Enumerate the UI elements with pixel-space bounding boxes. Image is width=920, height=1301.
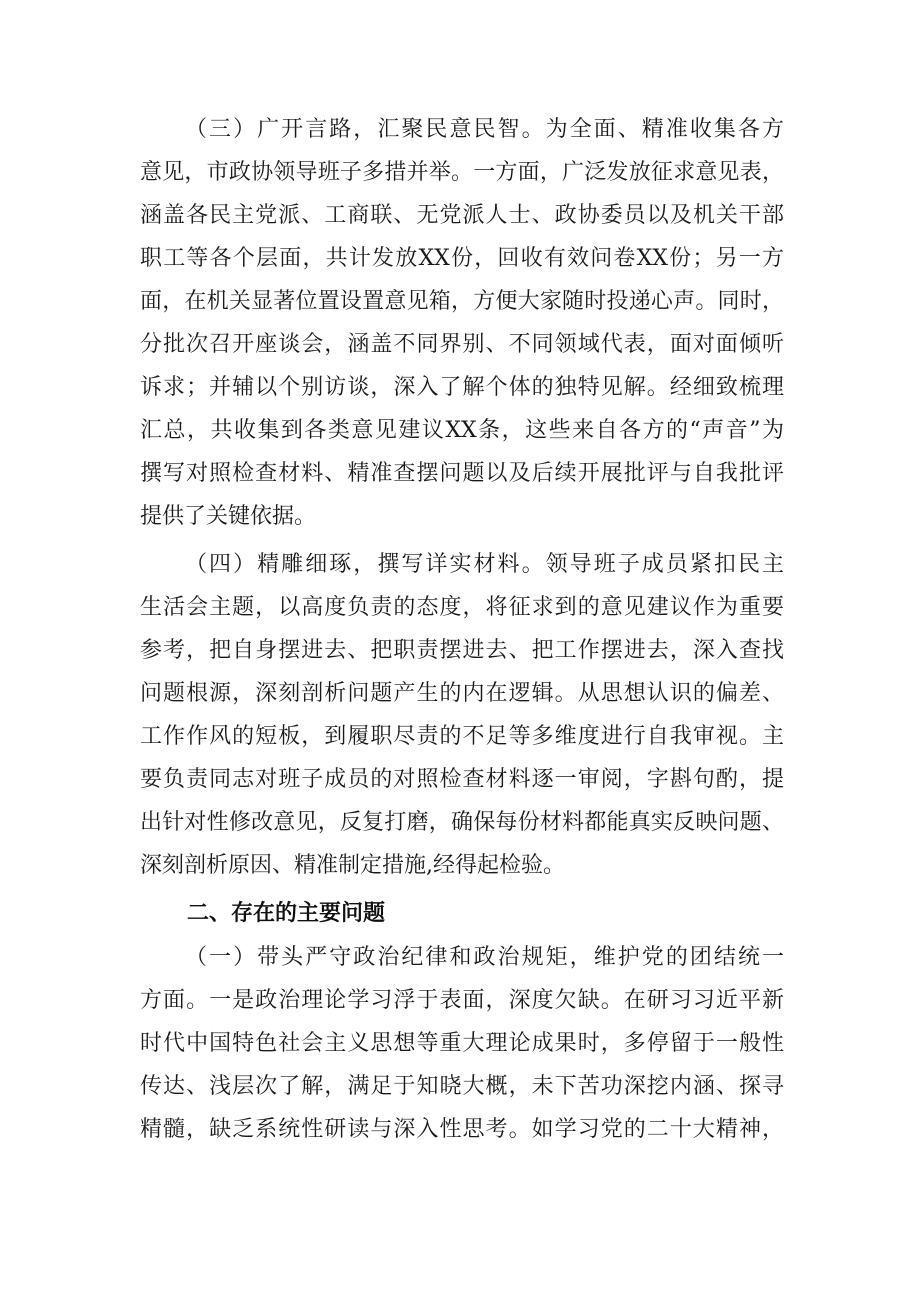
section-heading: 二、存在的主要问题 bbox=[187, 901, 386, 926]
paragraph-line: 提供了关键依据。 bbox=[140, 504, 317, 529]
paragraph-line: 撰写对照检查材料、精准查摆问题以及后续开展批评与自我批评 bbox=[140, 461, 784, 486]
paragraph-line: 出针对性修改意见，反复打磨，确保每份材料都能真实反映问题、 bbox=[140, 810, 784, 835]
paragraph-line: 面，在机关显著位置设置意见箱，方便大家随时投递心声。同时， bbox=[140, 289, 784, 314]
paragraph-line: 诉求；并辅以个别访谈，深入了解个体的独特见解。经细致梳理 bbox=[140, 375, 784, 400]
paragraph-line: 深刻剖析原因、精准制定措施,经得起检验。 bbox=[140, 853, 565, 878]
paragraph-line: 问题根源，深刻剖析问题产生的内在逻辑。从思想认识的偏差、 bbox=[140, 681, 784, 706]
paragraph-line: （四）精雕细琢，撰写详实材料。领导班子成员紧扣民主 bbox=[185, 552, 784, 577]
paragraph-line: 参考，把自身摆进去、把职责摆进去、把工作摆进去，深入查找 bbox=[140, 638, 784, 663]
paragraph-line: 要负责同志对班子成员的对照检查材料逐一审阅，字斟句酌，提 bbox=[140, 767, 784, 792]
paragraph-line: 工作作风的短板，到履职尽责的不足等多维度进行自我审视。主 bbox=[140, 724, 784, 749]
paragraph-line: 精髓，缺乏系统性研读与深入性思考。如学习党的二十大精神， bbox=[140, 1117, 784, 1142]
paragraph-line: 生活会主题，以高度负责的态度，将征求到的意见建议作为重要 bbox=[140, 595, 784, 620]
paragraph-line: （三）广开言路，汇聚民意民智。为全面、精准收集各方 bbox=[185, 117, 784, 142]
paragraph-line: 传达、浅层次了解，满足于知晓大概，未下苦功深挖内涵、探寻 bbox=[140, 1074, 784, 1099]
paragraph-line: 意见，市政协领导班子多措并举。一方面，广泛发放征求意见表， bbox=[140, 160, 784, 185]
paragraph-line: 分批次召开座谈会，涵盖不同界别、不同领域代表，面对面倾听 bbox=[140, 332, 784, 357]
paragraph-line: 时代中国特色社会主义思想等重大理论成果时，多停留于一般性 bbox=[140, 1031, 784, 1056]
paragraph-line: （一）带头严守政治纪律和政治规矩，维护党的团结统一 bbox=[185, 945, 784, 970]
paragraph-line: 汇总，共收集到各类意见建议XX条，这些来自各方的“声音”为 bbox=[140, 418, 784, 443]
paragraph-line: 方面。一是政治理论学习浮于表面，深度欠缺。在研习习近平新 bbox=[140, 988, 784, 1013]
paragraph-line: 职工等各个层面，共计发放XX份，回收有效问卷XX份；另一方 bbox=[140, 246, 784, 271]
paragraph-line: 涵盖各民主党派、工商联、无党派人士、政协委员以及机关干部 bbox=[140, 203, 784, 228]
